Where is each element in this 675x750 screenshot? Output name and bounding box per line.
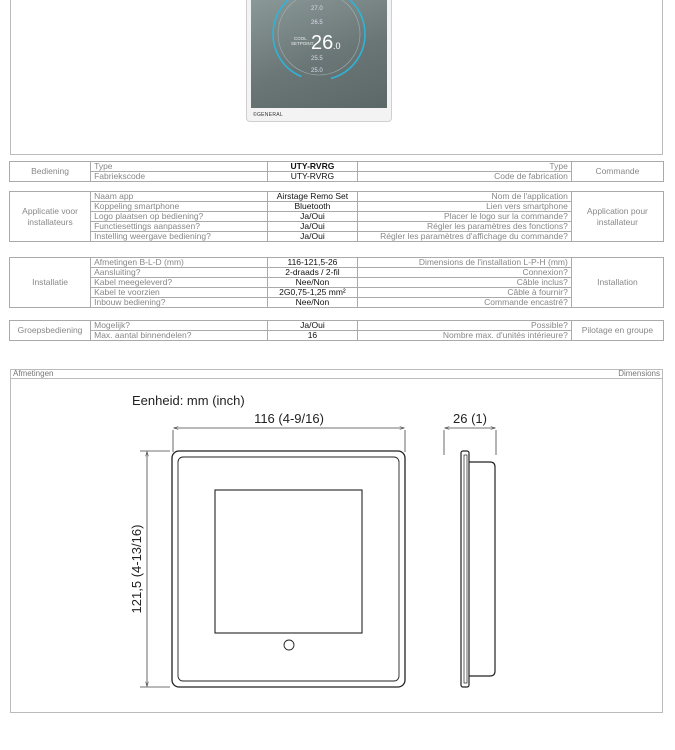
- scale-tick-2: 26.5: [311, 20, 323, 26]
- height-label: 121,5 (4-13/16): [129, 524, 144, 614]
- row-label-fr: Connexion?: [357, 268, 571, 278]
- table-row: [10, 258, 664, 268]
- row-label-nl: Mogelijk?: [91, 321, 268, 331]
- table-groepsbediening: [9, 320, 664, 341]
- group-label-fr: Application pour installateur: [571, 192, 663, 242]
- table-row: [10, 278, 664, 288]
- table-row: [10, 202, 664, 212]
- width-label: 116 (4-9/16): [254, 411, 324, 426]
- row-value: Ja/Oui: [268, 321, 357, 331]
- dimensions-frame: [10, 378, 663, 713]
- table-row: [10, 288, 664, 298]
- row-value: Ja/Oui: [268, 222, 357, 232]
- row-label-fr: Nombre max. d'unités intérieure?: [357, 331, 571, 341]
- row-label-fr: Placer le logo sur la commande?: [357, 212, 571, 222]
- thermostat-product-image: [246, 0, 392, 122]
- row-label-nl: Type: [91, 162, 268, 172]
- row-label-fr: Régler les paramètres des fonctions?: [357, 222, 571, 232]
- table-installatie: [9, 257, 664, 308]
- scale-tick-3: 25.5: [311, 56, 323, 62]
- mode-label: COOL: [294, 36, 307, 41]
- table-row: [10, 232, 664, 242]
- row-value: Ja/Oui: [268, 232, 357, 242]
- row-label-fr: Code de fabrication: [357, 172, 571, 182]
- brand-logo: ©GENERAL: [253, 112, 283, 118]
- row-label-nl: Inbouw bediening?: [91, 298, 268, 308]
- table-row: [10, 331, 664, 341]
- row-label-fr: Nom de l'application: [357, 192, 571, 202]
- unit-label: Eenheid: mm (inch): [132, 393, 245, 408]
- table-row: [10, 268, 664, 278]
- row-label-nl: Instelling weergave bediening?: [91, 232, 268, 242]
- row-label-nl: Koppeling smartphone: [91, 202, 268, 212]
- group-label-fr: Installation: [571, 258, 663, 308]
- row-value: Ja/Oui: [268, 212, 357, 222]
- row-value: Bluetooth: [268, 202, 357, 212]
- row-value: 116-121,5-26: [268, 258, 357, 268]
- row-label-nl: Kabel te voorzien: [91, 288, 268, 298]
- table-row: [10, 212, 664, 222]
- thermostat-screen: [251, 0, 387, 108]
- scale-tick-1: 27.0: [311, 6, 323, 12]
- row-value: UTY-RVRG: [268, 162, 357, 172]
- group-label-nl: Applicatie voor installateurs: [10, 192, 91, 242]
- group-label-nl: Groepsbediening: [10, 321, 91, 341]
- table-applicatie: [9, 191, 664, 242]
- group-label-nl: Bediening: [10, 162, 91, 182]
- row-label-nl: Logo plaatsen op bediening?: [91, 212, 268, 222]
- scale-tick-4: 25.0: [311, 68, 323, 74]
- row-value: 2-draads / 2-fil: [268, 268, 357, 278]
- depth-label: 26 (1): [453, 411, 487, 426]
- row-label-fr: Dimensions de l'installation L-P-H (mm): [357, 258, 571, 268]
- row-label-fr: Câble à fournir?: [357, 288, 571, 298]
- row-value: 16: [268, 331, 357, 341]
- row-value: UTY-RVRG: [268, 172, 357, 182]
- row-value: 2G0,75-1,25 mm²: [268, 288, 357, 298]
- table-row: [10, 192, 664, 202]
- row-label-nl: Afmetingen B-L-D (mm): [91, 258, 268, 268]
- temperature-decimal: .0: [333, 41, 341, 51]
- group-label-nl: Installatie: [10, 258, 91, 308]
- table-row: [10, 222, 664, 232]
- row-label-nl: Fabriekscode: [91, 172, 268, 182]
- row-label-fr: Commande encastré?: [357, 298, 571, 308]
- table-row: [10, 321, 664, 331]
- row-label-fr: Possible?: [357, 321, 571, 331]
- row-label-nl: Functiesettings aanpassen?: [91, 222, 268, 232]
- row-label-fr: Type: [357, 162, 571, 172]
- table-bediening: [9, 161, 664, 182]
- row-value: Airstage Remo Set: [268, 192, 357, 202]
- row-label-nl: Max. aantal binnendelen?: [91, 331, 268, 341]
- table-row: [10, 298, 664, 308]
- row-label-fr: Câble inclus?: [357, 278, 571, 288]
- row-value: Nee/Non: [268, 298, 357, 308]
- row-label-nl: Kabel meegeleverd?: [91, 278, 268, 288]
- group-label-fr: Pilotage en groupe: [571, 321, 663, 341]
- thermostat-dial-graphic: [251, 0, 387, 108]
- row-value: Nee/Non: [268, 278, 357, 288]
- table-row: [10, 172, 664, 182]
- group-label-fr: Commande: [571, 162, 663, 182]
- row-label-fr: Régler les paramètres d'affichage du commande?: [357, 232, 571, 242]
- row-label-nl: Aansluiting?: [91, 268, 268, 278]
- temperature-value: 26: [311, 32, 334, 54]
- setpoint-label: SETPOINT: [291, 41, 314, 46]
- dimensions-header-fr: Dimensions: [618, 369, 660, 378]
- dimensions-header-nl: Afmetingen: [13, 369, 54, 378]
- table-row: [10, 162, 664, 172]
- row-label-fr: Lien vers smartphone: [357, 202, 571, 212]
- row-label-nl: Naam app: [91, 192, 268, 202]
